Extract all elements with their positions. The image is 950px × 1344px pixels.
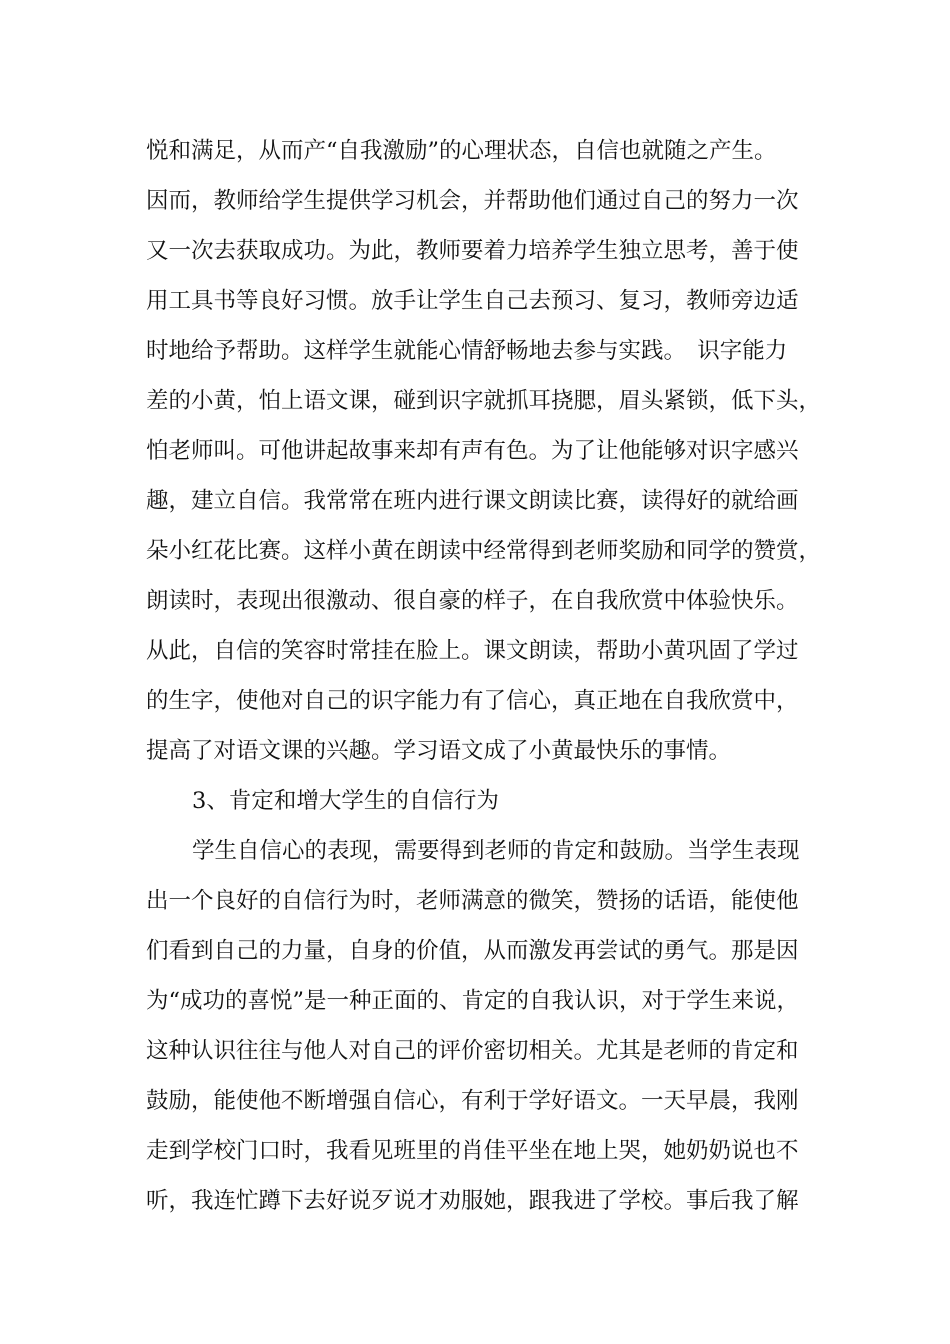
- text-line: 提高了对语文课的兴趣。学习语文成了小黄最快乐的事情。: [146, 738, 732, 764]
- text-line: 朗读时，表现出很激动、很自豪的样子，在自我欣赏中体验快乐。: [146, 588, 799, 614]
- text-line: 这种认识往往与他人对自己的评价密切相关。尤其是老师的肯定和: [146, 1038, 799, 1064]
- section-heading: 3、肯定和增大学生的自信行为: [192, 788, 499, 814]
- text-line: 的生字，使他对自己的识字能力有了信心，真正地在自我欣赏中，: [146, 688, 799, 714]
- text-line: 趣，建立自信。我常常在班内进行课文朗读比赛，读得好的就给画: [146, 488, 799, 514]
- text-line: 因而，教师给学生提供学习机会，并帮助他们通过自己的努力一次: [146, 188, 799, 214]
- text-line: 从此，自信的笑容时常挂在脸上。课文朗读，帮助小黄巩固了学过: [146, 638, 799, 664]
- text-line: 朵小红花比赛。这样小黄在朗读中经常得到老师奖励和同学的赞赏，: [146, 538, 822, 564]
- text-line: 出一个良好的自信行为时，老师满意的微笑，赞扬的话语，能使他: [146, 888, 799, 914]
- text-line: 们看到自己的力量，自身的价值，从而激发再尝试的勇气。那是因: [146, 938, 799, 964]
- text-line: 走到学校门口时，我看见班里的肖佳平坐在地上哭，她奶奶说也不: [146, 1138, 799, 1164]
- paragraph-first-line: 学生自信心的表现，需要得到老师的肯定和鼓励。当学生表现: [192, 838, 800, 864]
- text-line: 鼓励，能使他不断增强自信心，有利于学好语文。一天早晨，我刚: [146, 1088, 799, 1114]
- text-line: 悦和满足，从而产“自我激励”的心理状态，自信也就随之产生。: [146, 138, 777, 164]
- text-line: 又一次去获取成功。为此，教师要着力培养学生独立思考，善于使: [146, 238, 799, 264]
- text-line: 时地给予帮助。这样学生就能心情舒畅地去参与实践。 识字能力: [146, 338, 788, 364]
- text-line: 听，我连忙蹲下去好说歹说才劝服她，跟我进了学校。事后我了解: [146, 1188, 799, 1214]
- text-line: 差的小黄，怕上语文课，碰到识字就抓耳挠腮，眉头紧锁，低下头，: [146, 388, 822, 414]
- text-line: 为“成功的喜悦”是一种正面的、肯定的自我认识，对于学生来说，: [146, 988, 800, 1014]
- text-line: 怕老师叫。可他讲起故事来却有声有色。为了让他能够对识字感兴: [146, 438, 799, 464]
- text-line: 用工具书等良好习惯。放手让学生自己去预习、复习，教师旁边适: [146, 288, 799, 314]
